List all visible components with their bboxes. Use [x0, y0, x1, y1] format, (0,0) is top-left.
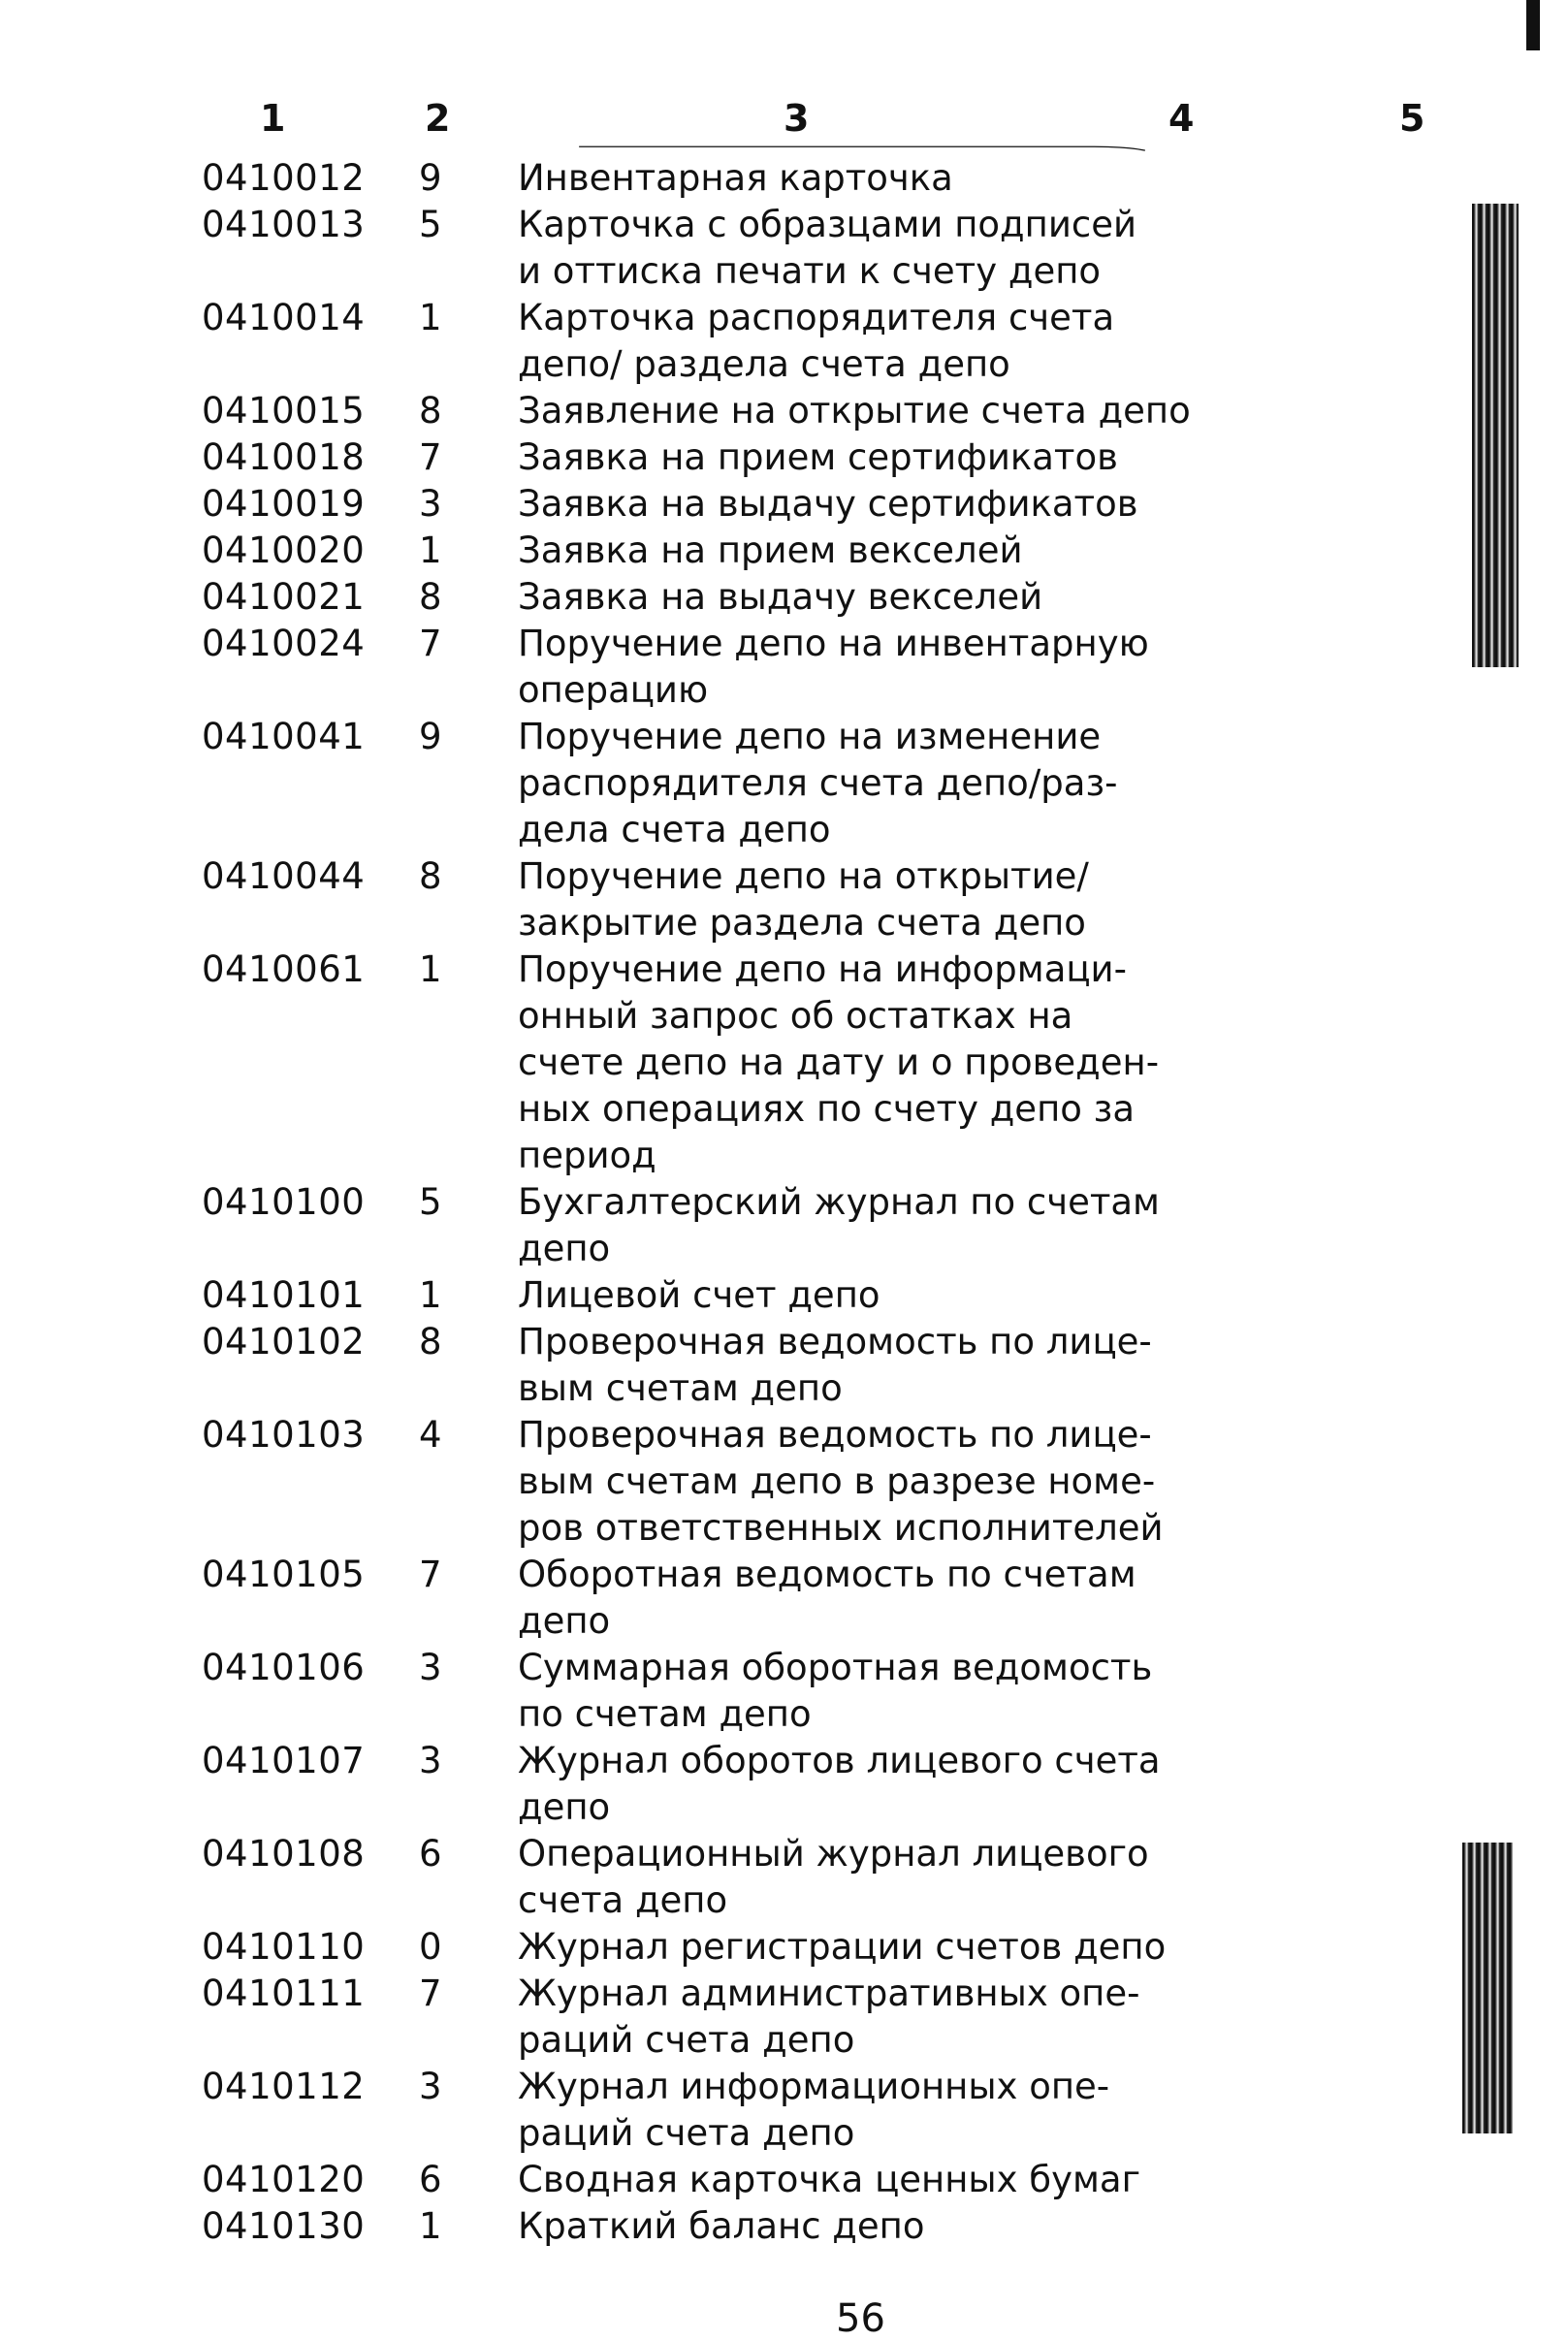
form-name-line: Бухгалтерский журнал по счетам	[518, 1181, 1160, 1223]
form-name	[518, 528, 1080, 574]
form-code: 0410102	[202, 1321, 366, 1363]
scan-artifact-top	[1526, 0, 1540, 50]
form-name-line: Заявление на открытие счета депо	[518, 390, 1191, 432]
form-code: 0410107	[202, 1740, 366, 1781]
form-name-line: депо	[518, 1228, 611, 1269]
check-digit: 8	[419, 576, 443, 618]
check-digit: 1	[419, 529, 443, 571]
form-name	[518, 574, 1080, 621]
form-name-line: депо/ раздела счета депо	[518, 343, 1010, 385]
form-name-line: Заявка на выдачу сертификатов	[518, 483, 1138, 525]
form-name-line: Суммарная оборотная ведомость	[518, 1647, 1153, 1688]
table-header	[0, 97, 1568, 144]
table-row	[0, 2203, 1568, 2250]
form-code: 0410130	[202, 2205, 366, 2247]
check-digit: 1	[419, 2205, 443, 2247]
table-row	[0, 1319, 1568, 1412]
check-digit: 9	[419, 157, 443, 199]
table-row	[0, 434, 1568, 481]
form-name	[518, 2157, 1141, 2203]
form-name-line: онный запрос об остатках на	[518, 995, 1073, 1037]
form-name	[518, 1272, 1080, 1319]
form-code: 0410018	[202, 436, 366, 478]
form-name	[518, 946, 1160, 1179]
form-name-line: ров ответственных исполнителей	[518, 1507, 1164, 1549]
form-code: 0410021	[202, 576, 366, 618]
header-col-5: 5	[1399, 97, 1425, 140]
table-row	[0, 1831, 1568, 1924]
check-digit: 0	[419, 1926, 443, 1968]
form-name-line: Заявка на прием сертификатов	[518, 436, 1118, 478]
form-name-line: Журнал оборотов лицевого счета	[518, 1740, 1161, 1781]
check-digit: 1	[419, 297, 443, 338]
check-digit: 4	[419, 1414, 443, 1456]
form-code: 0410100	[202, 1181, 366, 1223]
form-name-line: Проверочная ведомость по лице-	[518, 1414, 1152, 1456]
form-name-line: Лицевой счет депо	[518, 1274, 880, 1316]
form-code: 0410108	[202, 1833, 366, 1875]
form-name	[518, 481, 1138, 528]
check-digit: 5	[419, 204, 443, 245]
table-row	[0, 295, 1568, 388]
form-name-line: период	[518, 1135, 656, 1176]
form-name-line: Поручение депо на открытие/	[518, 855, 1089, 897]
form-name	[518, 1552, 1136, 1645]
table-row	[0, 1971, 1568, 2064]
form-name-line: и оттиска печати к счету депо	[518, 250, 1102, 292]
check-digit: 6	[419, 1833, 443, 1875]
check-digit: 3	[419, 2066, 443, 2107]
table-row	[0, 528, 1568, 574]
check-digit: 8	[419, 390, 443, 432]
header-col-4: 4	[1168, 97, 1195, 140]
form-name-line: вым счетам депо в разрезе номе-	[518, 1460, 1156, 1502]
form-name	[518, 388, 1191, 434]
table-row	[0, 714, 1568, 853]
form-name-line: Заявка на прием векселей	[518, 529, 1023, 571]
form-code: 0410041	[202, 716, 366, 757]
form-name-line: дела счета депо	[518, 809, 831, 850]
form-name	[518, 714, 1118, 853]
scan-artifact-upper	[1472, 204, 1519, 667]
form-name-line: Оборотная ведомость по счетам	[518, 1554, 1136, 1595]
form-name-line: Журнал регистрации счетов депо	[518, 1926, 1167, 1968]
form-name-line: Поручение депо на информаци-	[518, 948, 1127, 990]
form-name	[518, 1179, 1160, 1272]
form-name	[518, 1971, 1140, 2064]
form-name-line: Поручение депо на инвентарную	[518, 623, 1149, 664]
table-row	[0, 2064, 1568, 2157]
check-digit: 5	[419, 1181, 443, 1223]
form-name-line: Сводная карточка ценных бумаг	[518, 2159, 1141, 2200]
check-digit: 8	[419, 1321, 443, 1363]
table-row	[0, 481, 1568, 528]
check-digit: 7	[419, 623, 443, 664]
form-name-line: депо	[518, 1600, 611, 1642]
form-code: 0410019	[202, 483, 366, 525]
check-digit: 3	[419, 483, 443, 525]
check-digit: 1	[419, 1274, 443, 1316]
form-name-line: Журнал административных опе-	[518, 1972, 1140, 2014]
form-code: 0410110	[202, 1926, 366, 1968]
form-code: 0410024	[202, 623, 366, 664]
table-row	[0, 853, 1568, 946]
table-row	[0, 2157, 1568, 2203]
check-digit: 7	[419, 436, 443, 478]
form-code: 0410105	[202, 1554, 366, 1595]
form-name	[518, 853, 1089, 946]
form-name	[518, 1645, 1153, 1738]
form-name-line: депо	[518, 1786, 611, 1828]
form-name	[518, 202, 1137, 295]
form-name-line: распорядителя счета депо/раз-	[518, 762, 1118, 804]
form-name-line: ных операциях по счету депо за	[518, 1088, 1136, 1130]
form-name	[518, 434, 1118, 481]
table-row	[0, 388, 1568, 434]
form-name	[518, 1412, 1164, 1552]
form-code: 0410103	[202, 1414, 366, 1456]
form-name-line: раций счета депо	[518, 2019, 855, 2061]
form-name-line: Операционный журнал лицевого	[518, 1833, 1149, 1875]
table-row	[0, 202, 1568, 295]
form-name	[518, 1831, 1149, 1924]
table-row	[0, 621, 1568, 714]
table-row	[0, 1645, 1568, 1738]
header-col-1: 1	[260, 97, 286, 140]
form-name-line: раций счета депо	[518, 2112, 855, 2154]
form-code: 0410044	[202, 855, 366, 897]
form-code: 0410111	[202, 1972, 366, 2014]
table-row	[0, 155, 1568, 202]
form-name	[518, 1738, 1161, 1831]
form-name-line: по счетам депо	[518, 1693, 812, 1735]
check-digit: 1	[419, 948, 443, 990]
table-row	[0, 574, 1568, 621]
form-name-line: закрытие раздела счета депо	[518, 902, 1086, 944]
form-name	[518, 2064, 1110, 2157]
table-row	[0, 1272, 1568, 1319]
form-name	[518, 1924, 1167, 1971]
form-name-line: Краткий баланс депо	[518, 2205, 925, 2247]
form-code: 0410120	[202, 2159, 366, 2200]
table-row	[0, 1738, 1568, 1831]
form-name	[518, 155, 1080, 202]
form-code: 0410106	[202, 1647, 366, 1688]
check-digit: 7	[419, 1972, 443, 2014]
page-number: 56	[836, 2296, 885, 2341]
form-name-line: Журнал информационных опе-	[518, 2066, 1110, 2107]
check-digit: 3	[419, 1647, 443, 1688]
header-divider	[202, 145, 1522, 151]
form-name	[518, 295, 1115, 388]
check-digit: 3	[419, 1740, 443, 1781]
form-code: 0410101	[202, 1274, 366, 1316]
form-name	[518, 1319, 1152, 1412]
form-name-line: вым счетам депо	[518, 1367, 843, 1409]
form-name-line: Заявка на выдачу векселей	[518, 576, 1043, 618]
form-code: 0410012	[202, 157, 366, 199]
form-code: 0410020	[202, 529, 366, 571]
form-name-line: операцию	[518, 669, 709, 711]
table-row	[0, 1552, 1568, 1645]
form-code: 0410014	[202, 297, 366, 338]
scan-artifact-lower	[1462, 1843, 1513, 2133]
form-code: 0410061	[202, 948, 366, 990]
form-name-line: Поручение депо на изменение	[518, 716, 1102, 757]
table-row	[0, 1412, 1568, 1552]
form-name-line: Карточка распорядителя счета	[518, 297, 1115, 338]
header-col-2: 2	[425, 97, 451, 140]
check-digit: 9	[419, 716, 443, 757]
form-code-table	[0, 155, 1568, 2250]
check-digit: 8	[419, 855, 443, 897]
form-name-line: счета депо	[518, 1879, 728, 1921]
form-name-line: счете депо на дату и о проведен-	[518, 1042, 1160, 1083]
form-name-line: Инвентарная карточка	[518, 157, 953, 199]
form-name	[518, 621, 1149, 714]
table-row	[0, 1179, 1568, 1272]
form-name-line: Карточка с образцами подписей	[518, 204, 1137, 245]
table-row	[0, 1924, 1568, 1971]
form-name	[518, 2203, 1080, 2250]
form-code: 0410013	[202, 204, 366, 245]
header-col-3: 3	[784, 97, 810, 140]
check-digit: 7	[419, 1554, 443, 1595]
table-row	[0, 946, 1568, 1179]
check-digit: 6	[419, 2159, 443, 2200]
form-code: 0410112	[202, 2066, 366, 2107]
form-name-line: Проверочная ведомость по лице-	[518, 1321, 1152, 1363]
form-code: 0410015	[202, 390, 366, 432]
